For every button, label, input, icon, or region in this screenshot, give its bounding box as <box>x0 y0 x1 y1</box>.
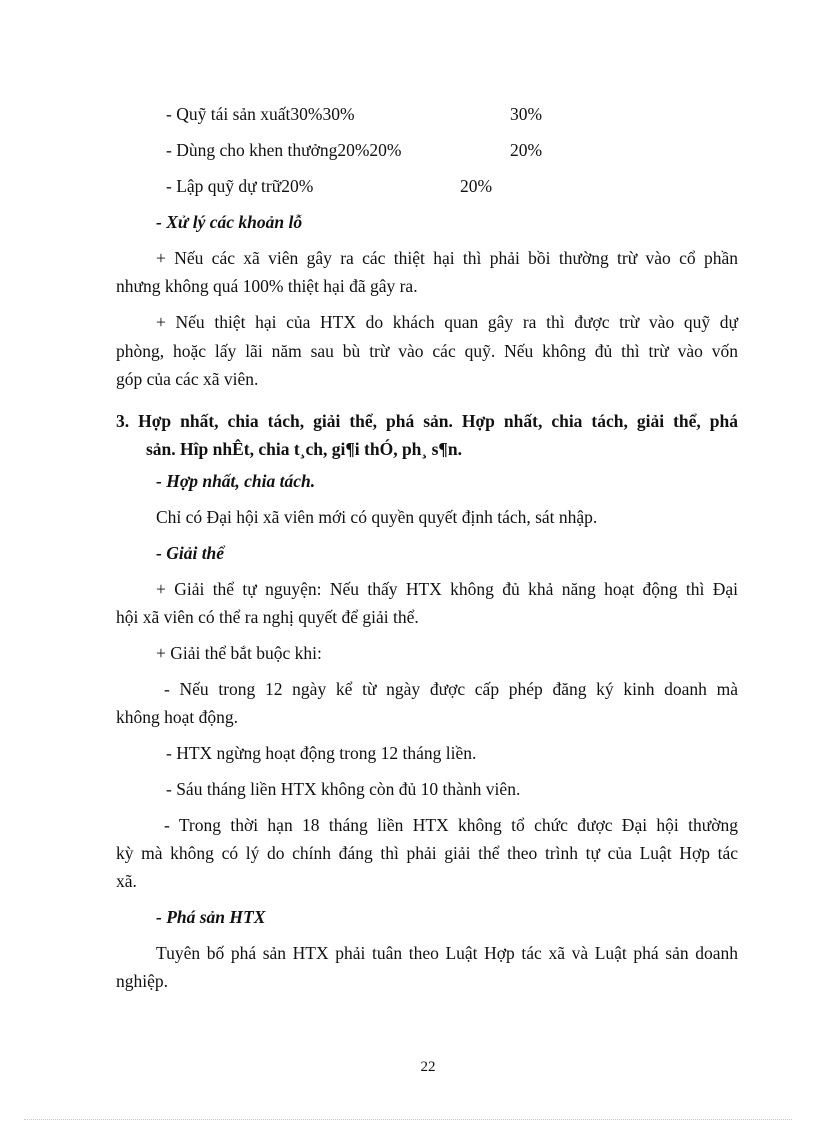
fund-item-value: 30% <box>510 104 543 124</box>
section-heading: 3. Hợp nhất, chia tách, giải thể, phá sản. Hợp nhất, chia tách, giải thể, phá <box>116 411 738 431</box>
bankrupt-heading: - Phá sản HTX <box>156 907 266 927</box>
paragraph-line: Tuyên bố phá sản HTX phải tuân theo Luật Hợp tác xã và Luật phá sản doanh <box>156 943 738 963</box>
paragraph-line: Chỉ có Đại hội xã viên mới có quyền quyết định tách, sát nhập. <box>156 507 598 527</box>
paragraph-line: nghiệp. <box>116 971 169 991</box>
paragraph-line: không hoạt động. <box>116 707 239 727</box>
paragraph-line: kỳ mà không có lý do chính đáng thì phải giải thể theo trình tự của Luật Hợp tác <box>116 843 738 863</box>
paragraph-line: + Giải thể tự nguyện: Nếu thấy HTX không đủ khả năng hoạt động thì Đại <box>156 579 738 599</box>
fund-item-value: 20% <box>460 176 493 196</box>
loss-heading: - Xử lý các khoản lỗ <box>156 212 303 232</box>
paragraph-line: xã. <box>116 871 137 891</box>
paragraph-line: góp của các xã viên. <box>116 369 259 389</box>
fund-item-label: - Quỹ tái sản xuất30%30% <box>166 104 355 124</box>
fund-item-label: - Lập quỹ dự trữ20% <box>166 176 314 196</box>
paragraph-line: phòng, hoặc lấy lãi năm sau bù trừ vào các quỹ. Nếu không đủ thì trừ vào vốn <box>116 341 738 361</box>
paragraph-line: + Nếu các xã viên gây ra các thiệt hại thì phải bồi thường trừ vào cổ phần <box>156 248 738 268</box>
merge-heading: - Hợp nhất, chia tách. <box>156 471 316 491</box>
paragraph-line: nhưng không quá 100% thiệt hại đã gây ra. <box>116 276 418 296</box>
paragraph-line: - HTX ngừng hoạt động trong 12 tháng liền. <box>166 743 477 763</box>
paragraph-line: - Nếu trong 12 ngày kể từ ngày được cấp phép đăng ký kinh doanh mà <box>164 679 738 699</box>
fund-item-value: 20% <box>510 140 543 160</box>
paragraph-line: hội xã viên có thể ra nghị quyết để giải thể. <box>116 607 419 627</box>
paragraph-line: - Trong thời hạn 18 tháng liền HTX không tổ chức được Đại hội thường <box>164 815 738 835</box>
page-bottom-divider <box>24 1119 792 1120</box>
paragraph-line: - Sáu tháng liền HTX không còn đủ 10 thành viên. <box>166 779 521 799</box>
fund-item-label: - Dùng cho khen thưởng20%20% <box>166 140 402 160</box>
page-number: 22 <box>420 1059 436 1075</box>
paragraph-line: + Nếu thiệt hại của HTX do khách quan gây ra thì được trừ vào quỹ dự <box>156 312 738 332</box>
section-heading: sản. Hîp nhÊt, chia t¸ch, gi¶i thÓ, ph¸ s¶n. <box>146 439 462 459</box>
paragraph-line: + Giải thể bắt buộc khi: <box>156 643 322 663</box>
dissolve-heading: - Giải thể <box>156 543 225 563</box>
